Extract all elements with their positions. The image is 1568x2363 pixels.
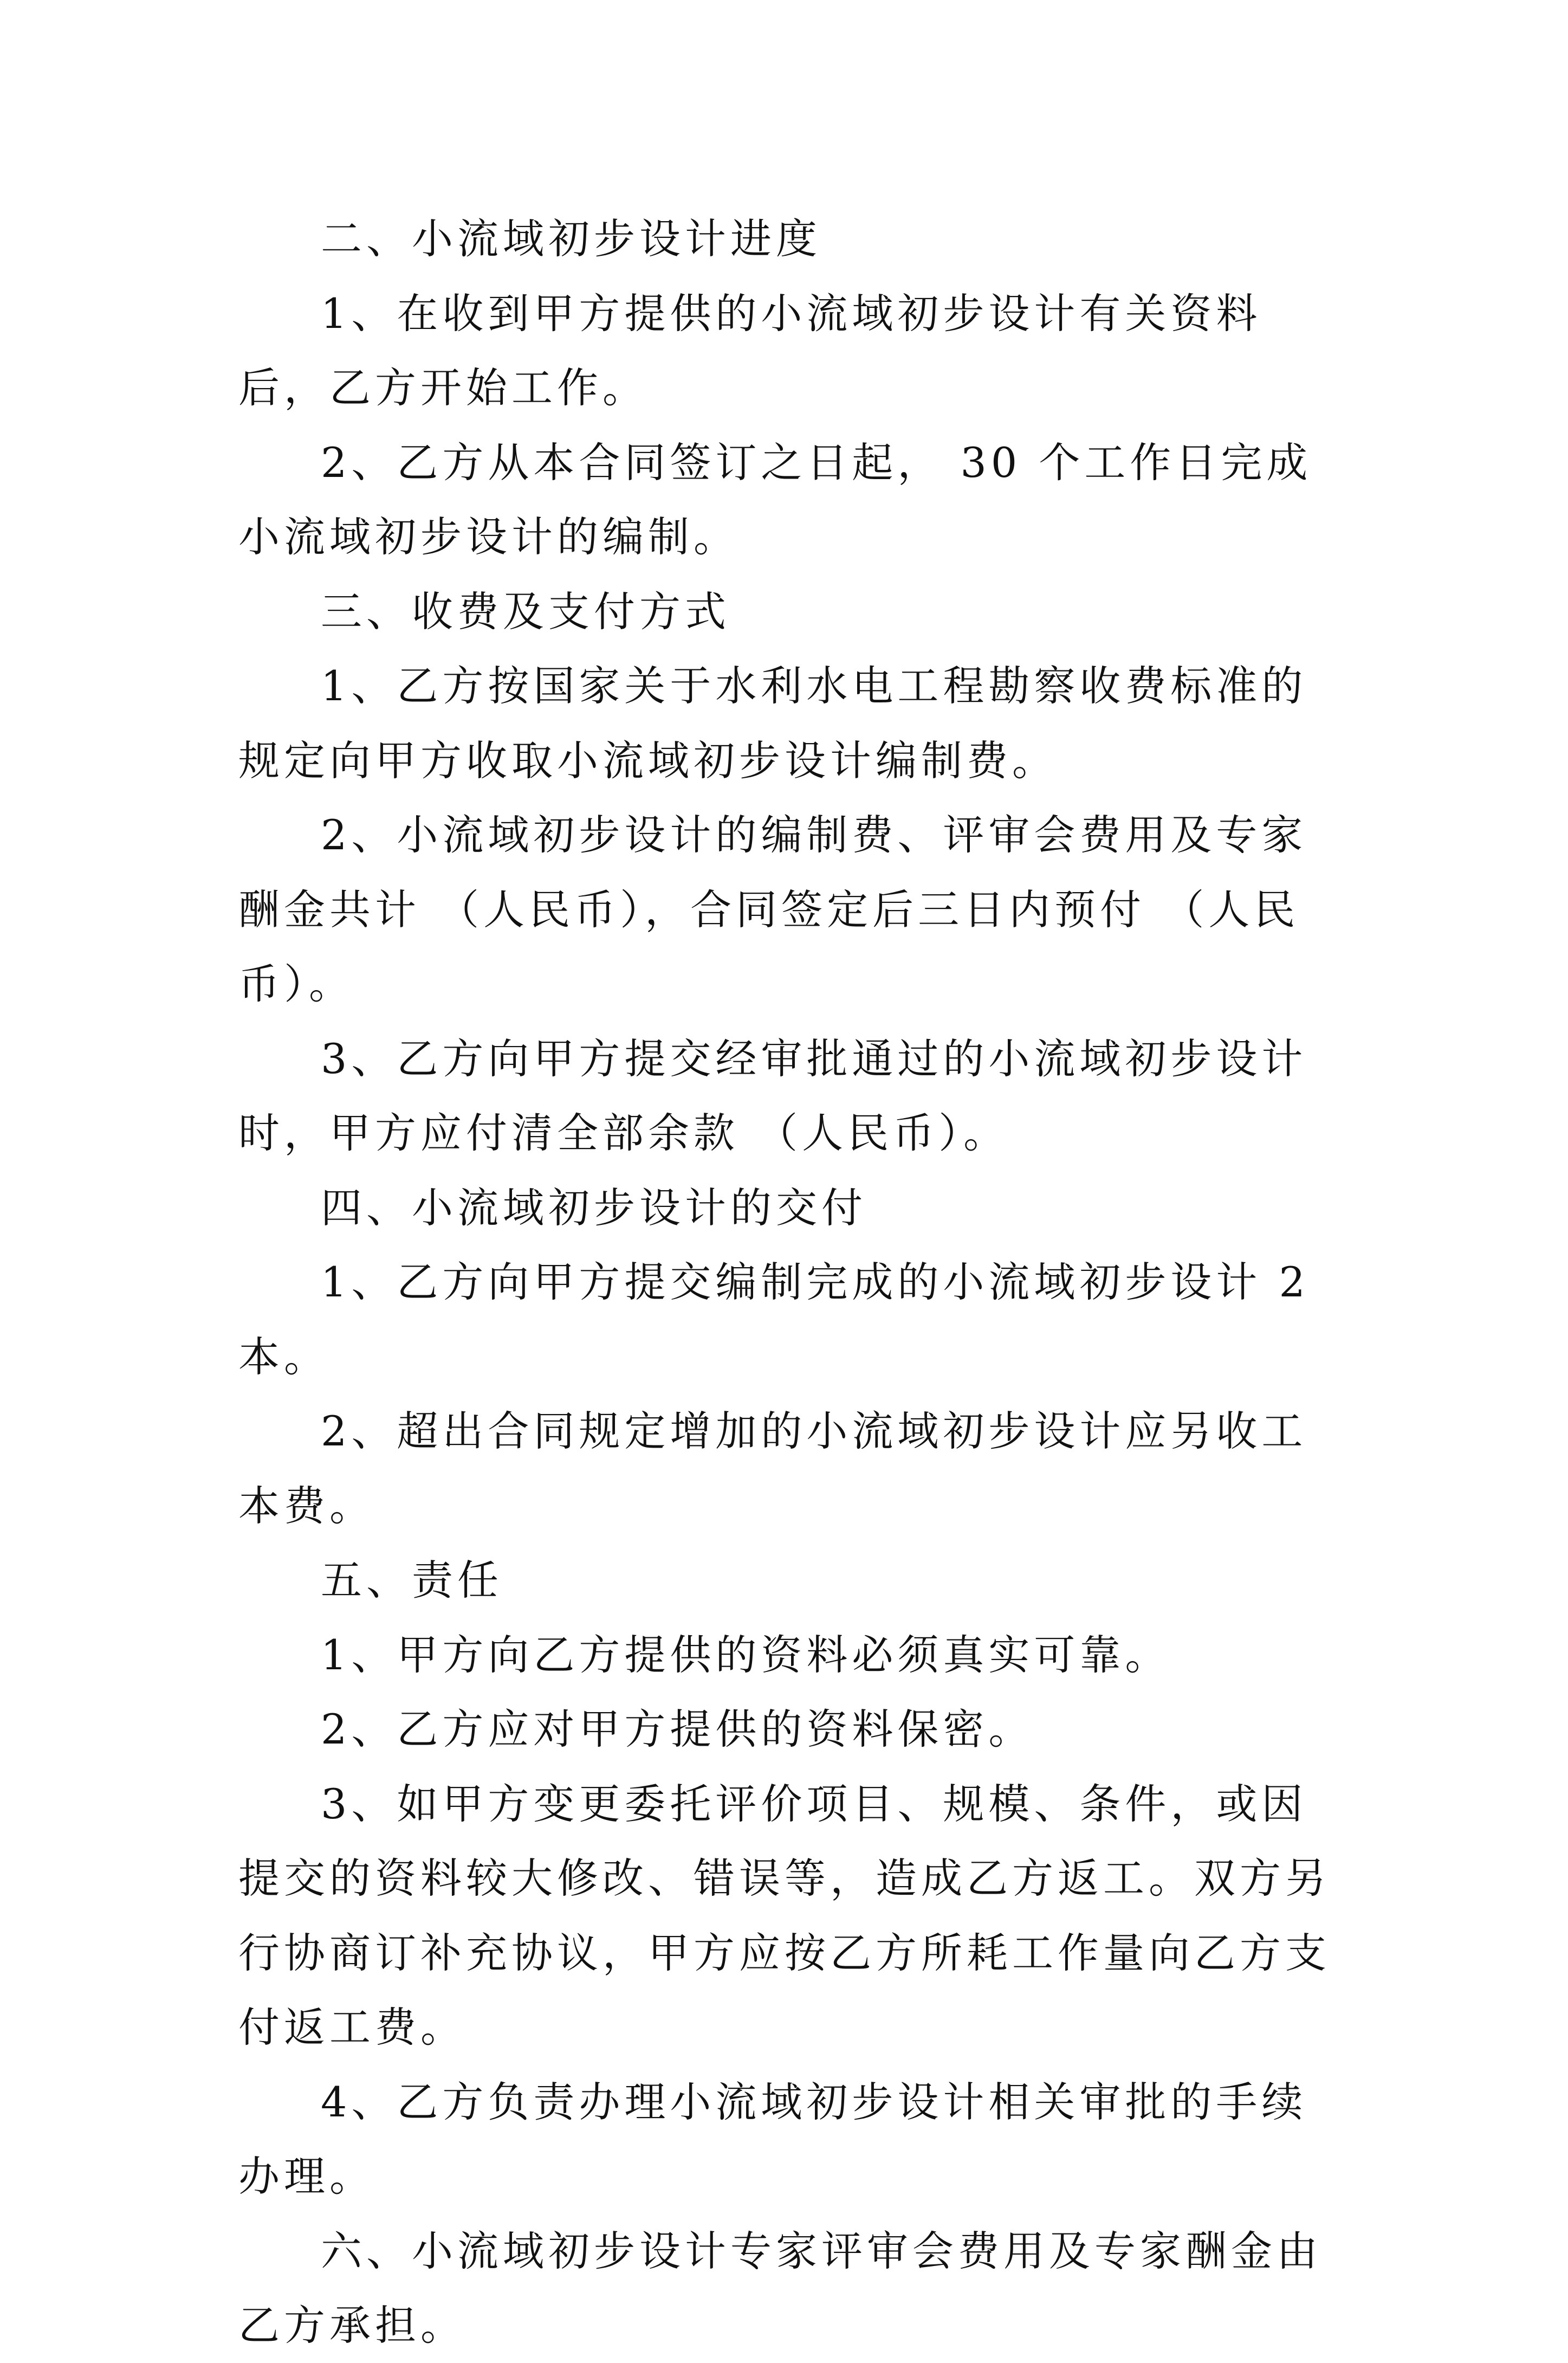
clause-paragraph: 1、乙方向甲方提交编制完成的小流域初步设计 2 本。: [238, 1258, 1310, 1381]
clause-paragraph: 1、甲方向乙方提供的资料必须真实可靠。: [321, 1630, 1171, 1679]
clause-paragraph: 3、如甲方变更委托评价项目、规模、条件，或因提交的资料较大修改、错误等，造成乙方返工。双方另行协商订补充协议，甲方应按乙方所耗工作量向乙方支付返工费。: [238, 1779, 1331, 2051]
section-heading-fees: 三、收费及支付方式: [321, 587, 730, 636]
clause-paragraph: 4、乙方负责办理小流域初步设计相关审批的手续办理。: [238, 2077, 1307, 2200]
clause-paragraph: 2、乙方应对甲方提供的资料保密。: [321, 1705, 1034, 1753]
clause-paragraph: 1、乙方按国家关于水利水电工程勘察收费标准的规定向甲方收取小流域初步设计编制费。: [238, 662, 1307, 785]
document-body: [238, 202, 1333, 2363]
clause-paragraph: 2、小流域初步设计的编制费、评审会费用及专家酬金共计 （人民币），合同签定后三日内预付 （人民币）。: [238, 811, 1307, 1008]
clause-paragraph: 1、在收到甲方提供的小流域初步设计有关资料后，乙方开始工作。: [238, 289, 1262, 412]
clause-paragraph: 2、乙方从本合同签订之日起， 30 个工作日完成小流域初步设计的编制。: [238, 438, 1312, 561]
section-heading-expert-fees: 六、小流域初步设计专家评审会费用及专家酬金由 乙方承担。: [238, 2226, 1322, 2349]
clause-paragraph: 2、超出合同规定增加的小流域初步设计应另收工本费。: [238, 1407, 1307, 1530]
clause-paragraph: 3、乙方向甲方提交经审批通过的小流域初步设计时，甲方应付清全部余款 （人民币）。: [238, 1034, 1307, 1157]
section-heading-delivery: 四、小流域初步设计的交付: [321, 1183, 867, 1232]
section-heading-schedule: 二、小流域初步设计进度: [321, 215, 821, 263]
section-heading-responsibility: 五、责任: [321, 1556, 503, 1604]
